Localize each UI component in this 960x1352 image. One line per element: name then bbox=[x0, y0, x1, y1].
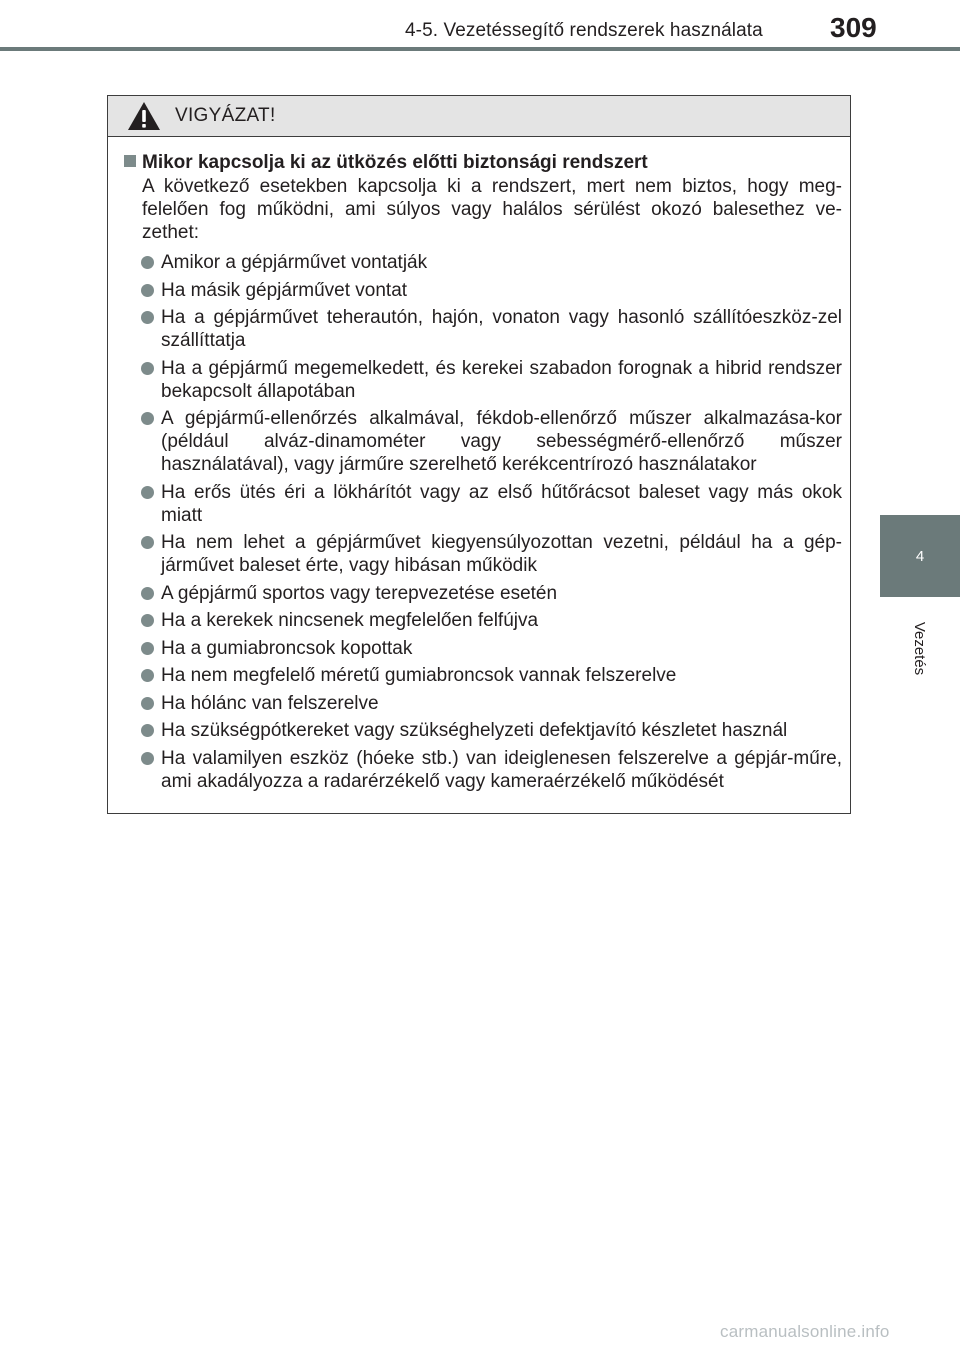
chapter-number: 4 bbox=[915, 547, 925, 565]
bullet-dot-icon bbox=[141, 587, 154, 600]
section-title: 4-5. Vezetéssegítő rendszerek használata bbox=[405, 20, 763, 41]
list-item bbox=[140, 251, 842, 274]
warning-triangle-icon bbox=[127, 101, 161, 131]
list-item-text: Ha a gumiabroncsok kopottak bbox=[161, 637, 413, 659]
list-item bbox=[140, 306, 842, 352]
list-item-text: A gépjármű-ellenőrzés alkalmával, fékdob-ellenőrző műszer alkalmazása-kor (például alváz-dinamométer vagy sebességmérő-ellenőrző műszer használatával), vagy járműre szerelhető kerékcentrírozó használatakor bbox=[161, 408, 842, 475]
list-item-text: Ha valamilyen eszköz (hóeke stb.) van ideiglenesen felszerelve a gépjár-műre, ami akadályozza a radarérzékelő vagy kameraérzékelő működését bbox=[161, 747, 842, 792]
list-item-text: Ha nem megfelelő méretű gumiabroncsok vannak felszerelve bbox=[161, 665, 677, 686]
list-item bbox=[140, 582, 842, 605]
warning-title: VIGYÁZAT! bbox=[175, 105, 276, 126]
bullet-dot-icon bbox=[141, 256, 154, 269]
list-item bbox=[140, 747, 842, 793]
condition-list bbox=[140, 251, 842, 793]
list-item-text: Ha a kerekek nincsenek megfelelően felfújva bbox=[161, 610, 539, 631]
warning-body bbox=[108, 137, 850, 793]
bullet-dot-icon bbox=[141, 311, 154, 324]
list-item-text: Ha erős ütés éri a lökhárítót vagy az első hűtőrácsot baleset vagy más okok miatt bbox=[161, 481, 842, 526]
section-heading-text: Mikor kapcsolja ki az ütközés előtti biztonsági rendszert bbox=[142, 152, 648, 173]
list-item-text: Ha nem lehet a gépjárművet kiegyensúlyozottan vezetni, például ha a gép-járművet baleset érte, vagy hibásan működik bbox=[161, 532, 842, 576]
list-item bbox=[140, 664, 842, 687]
chapter-label: Vezetés bbox=[911, 621, 929, 675]
bullet-dot-icon bbox=[141, 284, 154, 297]
bullet-dot-icon bbox=[141, 724, 154, 737]
list-item bbox=[140, 357, 842, 403]
bullet-dot-icon bbox=[141, 486, 154, 499]
list-item bbox=[140, 481, 842, 527]
bullet-dot-icon bbox=[141, 412, 154, 425]
watermark: carmanualsonline.info bbox=[720, 1322, 890, 1341]
bullet-dot-icon bbox=[141, 536, 154, 549]
bullet-dot-icon bbox=[141, 669, 154, 682]
bullet-dot-icon bbox=[141, 614, 154, 627]
chapter-tab[interactable] bbox=[880, 515, 960, 597]
page-number: 309 bbox=[830, 12, 877, 43]
list-item-text: Ha szükségpótkereket vagy szükséghelyzeti defektjavító készletet használ bbox=[161, 720, 788, 741]
intro-paragraph: A következő esetekben kapcsolja ki a rendszert, mert nem biztos, hogy meg-felelően fog működni, ami súlyos vagy halálos sérülést okozó balesethez ve-zethet: bbox=[142, 176, 842, 243]
bullet-dot-icon bbox=[141, 752, 154, 765]
bullet-dot-icon bbox=[141, 642, 154, 655]
list-item-text: Amikor a gépjárművet vontatják bbox=[161, 252, 428, 273]
list-item-text: Ha hólánc van felszerelve bbox=[161, 692, 379, 714]
header-divider bbox=[0, 47, 960, 51]
list-item bbox=[140, 637, 842, 660]
list-item-text: Ha másik gépjárművet vontat bbox=[161, 279, 408, 301]
list-item-text: A gépjármű sportos vagy terepvezetése esetén bbox=[161, 582, 558, 604]
list-item bbox=[140, 719, 842, 742]
bullet-dot-icon bbox=[141, 697, 154, 710]
warning-box bbox=[107, 95, 851, 814]
square-bullet-icon bbox=[124, 155, 136, 167]
list-item bbox=[140, 407, 842, 476]
list-item-text: Ha a gépjármű megemelkedett, és kerekei szabadon forognak a hibrid rendszer bekapcsolt állapotában bbox=[161, 357, 842, 402]
list-item-text: Ha a gépjárművet teherautón, hajón, vonaton vagy hasonló szállítóeszköz-zel szállíttatja bbox=[161, 307, 842, 351]
list-item bbox=[140, 609, 842, 632]
list-item bbox=[140, 531, 842, 577]
list-item bbox=[140, 692, 842, 715]
warning-header bbox=[108, 96, 850, 137]
chapter-label-container bbox=[905, 608, 935, 688]
bullet-dot-icon bbox=[141, 362, 154, 375]
section-heading bbox=[124, 151, 842, 174]
list-item bbox=[140, 279, 842, 302]
